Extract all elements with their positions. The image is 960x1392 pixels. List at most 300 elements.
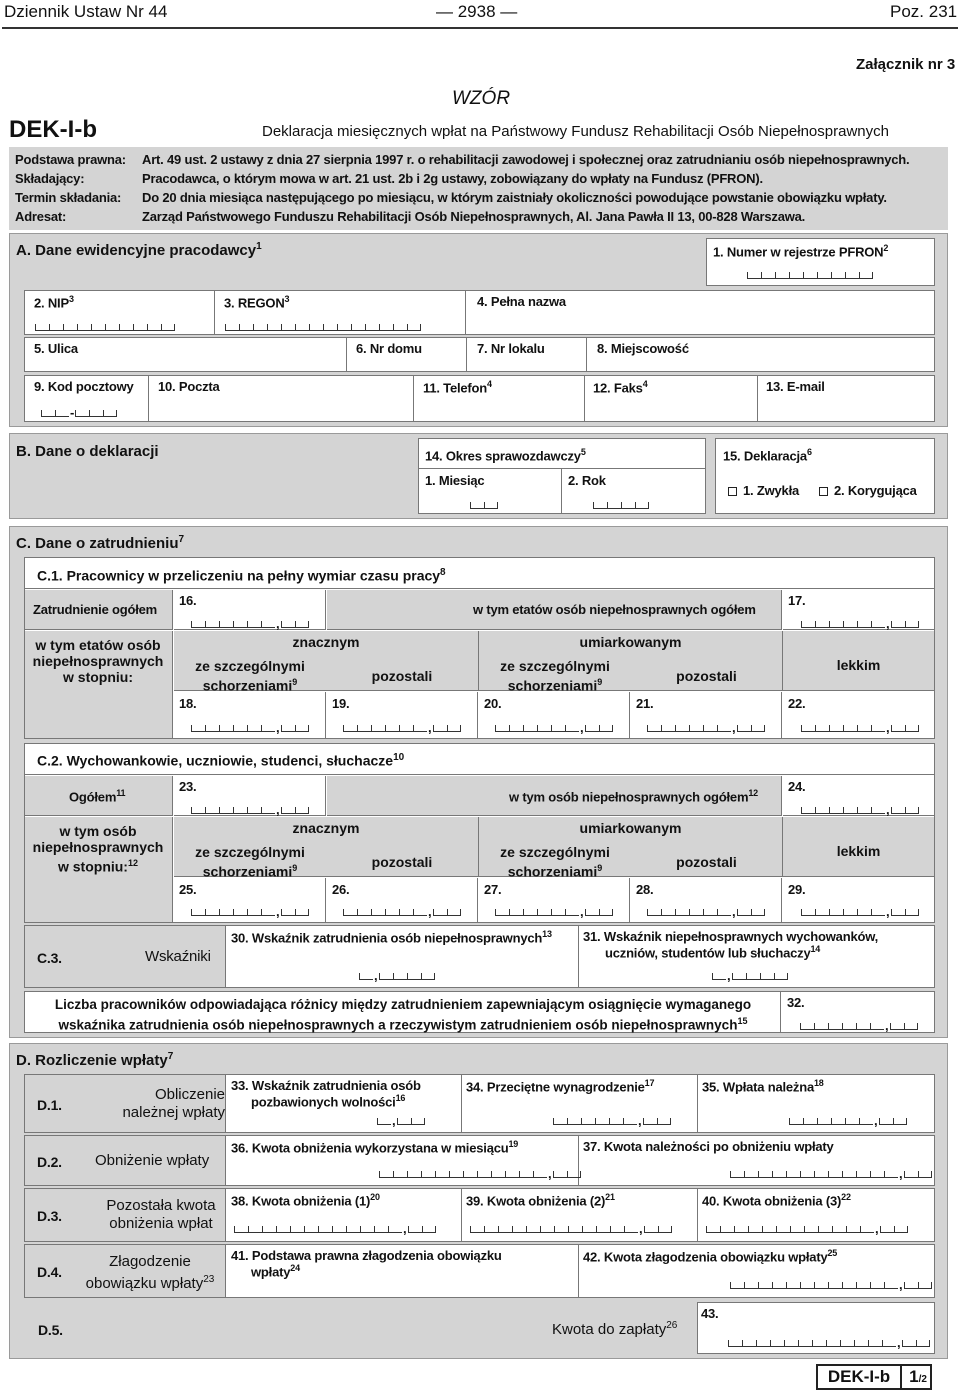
digit-box[interactable] [385,909,399,916]
digit-box[interactable] [309,324,323,331]
digit-box[interactable] [49,324,63,331]
digit-box[interactable] [470,1226,484,1233]
digit-box[interactable] [599,909,613,916]
digit-box[interactable] [703,909,717,916]
digit-box[interactable] [408,1226,422,1233]
digit-box[interactable] [751,909,765,916]
field-30[interactable]: 30. Wskaźnik zatrudnienia osób niepełnosprawnych$^{13}$ , [227,926,579,987]
digit-box[interactable] [918,1171,932,1178]
digit-box[interactable] [609,1118,623,1125]
digit-box[interactable] [565,909,579,916]
digit-box[interactable] [233,909,247,916]
combs[interactable] [593,499,649,509]
digit-box[interactable] [407,973,421,980]
digit-box[interactable] [842,1171,856,1178]
digit-box[interactable] [91,324,105,331]
digit-box[interactable] [737,725,751,732]
digit-box[interactable] [661,909,675,916]
digit-box[interactable] [89,410,103,417]
digit-box[interactable] [491,1171,505,1178]
digit-box[interactable] [857,909,871,916]
digit-box[interactable] [635,502,649,509]
digit-box[interactable] [904,1023,918,1030]
digit-box[interactable] [551,909,565,916]
field-10-post[interactable]: 10. Poczta [150,376,414,421]
digit-box[interactable] [843,807,857,814]
digit-box[interactable] [623,1118,637,1125]
field-23[interactable]: 23. , [174,776,326,816]
digit-box[interactable] [205,725,219,732]
digit-box[interactable] [770,1340,784,1347]
digit-box[interactable] [884,1171,898,1178]
digit-box[interactable] [842,1282,856,1289]
digit-box[interactable] [295,909,309,916]
digit-box[interactable] [332,1226,346,1233]
digit-box[interactable] [772,1171,786,1178]
digit-box[interactable] [267,324,281,331]
field-16[interactable]: 16. , [174,590,326,630]
digit-box[interactable] [818,1226,832,1233]
digit-box[interactable] [856,1282,870,1289]
digit-box[interactable] [831,1118,845,1125]
digit-box[interactable] [407,324,421,331]
digit-box[interactable] [772,1282,786,1289]
digit-box[interactable] [413,909,427,916]
field-11-phone[interactable]: 11. Telefon$^4$ [415,376,585,421]
digit-box[interactable] [374,1226,388,1233]
digit-box[interactable] [239,324,253,331]
field-18[interactable]: 18. , [174,692,326,738]
digit-box[interactable] [359,973,373,980]
option-correction[interactable]: 2. Korygująca [819,483,917,498]
digit-box[interactable] [379,324,393,331]
digit-box[interactable] [744,1171,758,1178]
digit-box[interactable] [346,1226,360,1233]
digit-box[interactable] [421,1171,435,1178]
digit-box[interactable] [871,909,885,916]
digit-box[interactable] [304,1226,318,1233]
digit-box[interactable] [219,909,233,916]
digit-box[interactable] [565,725,579,732]
field-20[interactable]: 20. , [479,692,630,738]
digit-box[interactable] [832,1226,846,1233]
digit-box[interactable] [761,272,775,279]
digit-box[interactable] [295,725,309,732]
digit-box[interactable] [742,1340,756,1347]
digit-box[interactable] [894,1226,908,1233]
digit-box[interactable] [891,725,905,732]
field-21[interactable]: 21. , [631,692,782,738]
digit-box[interactable] [817,1118,831,1125]
field-29[interactable]: 29. , [783,878,934,922]
digit-box[interactable] [801,807,815,814]
digit-box[interactable] [261,909,275,916]
digit-box[interactable] [800,1282,814,1289]
digit-box[interactable] [397,1118,411,1125]
field-13-email[interactable]: 13. E-mail [766,379,825,394]
digit-box[interactable] [751,725,765,732]
digit-box[interactable] [730,1282,744,1289]
field-4-name[interactable]: 4. Pełna nazwa [477,294,566,309]
digit-box[interactable] [433,725,447,732]
digit-box[interactable] [247,807,261,814]
digit-box[interactable] [829,909,843,916]
digit-box[interactable] [509,725,523,732]
digit-box[interactable] [233,807,247,814]
digit-box[interactable] [582,1226,596,1233]
digit-box[interactable] [647,909,661,916]
digit-box[interactable] [318,1226,332,1233]
digit-box[interactable] [233,725,247,732]
digit-box[interactable] [815,725,829,732]
digit-box[interactable] [295,807,309,814]
digit-box[interactable] [762,1226,776,1233]
digit-box[interactable] [537,725,551,732]
digit-box[interactable] [734,1226,748,1233]
digit-box[interactable] [585,909,599,916]
digit-box[interactable] [843,725,857,732]
field-28[interactable]: 28. , [631,878,782,922]
field-9-postcode[interactable]: 9. Kod pocztowy - [25,376,149,421]
digit-box[interactable] [413,725,427,732]
digit-box[interactable] [191,807,205,814]
digit-box[interactable] [365,324,379,331]
digit-box[interactable] [281,807,295,814]
digit-box[interactable] [523,725,537,732]
digit-box[interactable] [323,324,337,331]
digit-box[interactable] [675,909,689,916]
digit-box[interactable] [843,909,857,916]
digit-box[interactable] [147,324,161,331]
digit-box[interactable] [371,725,385,732]
digit-box[interactable] [828,1171,842,1178]
digit-box[interactable] [868,1340,882,1347]
digit-box[interactable] [905,725,919,732]
digit-box[interactable] [261,621,275,628]
digit-box[interactable] [533,1171,547,1178]
digit-box[interactable] [845,1118,859,1125]
digit-box[interactable] [758,1171,772,1178]
digit-box[interactable] [776,1226,790,1233]
digit-box[interactable] [55,410,69,417]
digit-box[interactable] [234,1226,248,1233]
digit-box[interactable] [828,1023,842,1030]
digit-box[interactable] [803,1118,817,1125]
digit-box[interactable] [717,725,731,732]
digit-box[interactable] [621,502,635,509]
digit-box[interactable] [281,725,295,732]
digit-box[interactable] [703,725,717,732]
digit-box[interactable] [276,1226,290,1233]
digit-box[interactable] [803,272,817,279]
digit-box[interactable] [554,1226,568,1233]
digit-box[interactable] [247,909,261,916]
digit-box[interactable] [281,909,295,916]
field-5-street[interactable]: 5. Ulica [25,338,347,371]
digit-box[interactable] [857,621,871,628]
field-12-fax[interactable]: 12. Faks$^4$ [586,376,758,421]
field-39[interactable]: 39. Kwota obniżenia $(2)^{21}$ , [463,1189,698,1241]
digit-box[interactable] [519,1171,533,1178]
digit-box[interactable] [553,1171,567,1178]
digit-box[interactable] [846,1226,860,1233]
digit-box[interactable] [831,272,845,279]
digit-box[interactable] [661,725,675,732]
digit-box[interactable] [879,1118,893,1125]
digit-box[interactable] [857,725,871,732]
field-33[interactable]: 33. Wskaźnik zatrudnienia osób pozbawionych wolności$^{16}$ , [227,1075,462,1132]
digit-box[interactable] [63,324,77,331]
digit-box[interactable] [219,621,233,628]
digit-box[interactable] [905,807,919,814]
digit-box[interactable] [854,1340,868,1347]
digit-box[interactable] [295,324,309,331]
digit-box[interactable] [119,324,133,331]
digit-box[interactable] [647,725,661,732]
digit-box[interactable] [870,1282,884,1289]
digit-box[interactable] [191,725,205,732]
digit-box[interactable] [567,1118,581,1125]
digit-box[interactable] [581,1118,595,1125]
digit-box[interactable] [774,973,788,980]
digit-box[interactable] [247,621,261,628]
digit-box[interactable] [253,324,267,331]
digit-box[interactable] [41,410,55,417]
digit-box[interactable] [880,1226,894,1233]
digit-box[interactable] [357,909,371,916]
digit-box[interactable] [103,410,117,417]
digit-box[interactable] [585,725,599,732]
digit-box[interactable] [447,725,461,732]
digit-box[interactable] [801,725,815,732]
digit-box[interactable] [644,1226,658,1233]
digit-box[interactable] [523,909,537,916]
digit-box[interactable] [596,1226,610,1233]
digit-box[interactable] [902,1340,916,1347]
digit-box[interactable] [360,1226,374,1233]
digit-box[interactable] [728,1340,742,1347]
digit-box[interactable] [801,909,815,916]
field-38[interactable]: 38. Kwota obniżenia $(1)^{20}$ , [227,1189,462,1241]
digit-box[interactable] [842,1023,856,1030]
digit-box[interactable] [815,807,829,814]
digit-box[interactable] [905,621,919,628]
digit-box[interactable] [537,909,551,916]
digit-box[interactable] [859,272,873,279]
digit-box[interactable] [843,621,857,628]
digit-box[interactable] [856,1023,870,1030]
field-32[interactable]: 32. , [782,992,934,1032]
field-8-city[interactable]: 8. Miejscowość [597,341,689,356]
digit-box[interactable] [191,909,205,916]
digit-box[interactable] [385,725,399,732]
option-regular[interactable]: 1. Zwykła [728,483,799,498]
digit-box[interactable] [407,1171,421,1178]
digit-box[interactable] [568,1226,582,1233]
digit-box[interactable] [916,1340,930,1347]
digit-box[interactable] [871,725,885,732]
field-17[interactable]: 17. , [783,590,934,630]
digit-box[interactable] [689,909,703,916]
digit-box[interactable] [161,324,175,331]
digit-box[interactable] [756,1340,770,1347]
digit-box[interactable] [399,725,413,732]
digit-box[interactable] [643,1118,657,1125]
digit-box[interactable] [247,725,261,732]
digit-box[interactable] [812,1340,826,1347]
digit-box[interactable] [393,1171,407,1178]
digit-box[interactable] [789,272,803,279]
digit-box[interactable] [657,1118,671,1125]
digit-box[interactable] [393,324,407,331]
digit-box[interactable] [343,909,357,916]
digit-box[interactable] [905,909,919,916]
field-37[interactable]: 37. Kwota należności po obniżeniu wpłaty , [580,1136,934,1185]
digit-box[interactable] [498,1226,512,1233]
digit-box[interactable] [553,1118,567,1125]
digit-box[interactable] [77,324,91,331]
digit-box[interactable] [893,1118,907,1125]
digit-box[interactable] [798,1340,812,1347]
digit-box[interactable] [871,807,885,814]
field-26[interactable]: 26. , [327,878,478,922]
digit-box[interactable] [281,324,295,331]
field-40[interactable]: 40. Kwota obniżenia $(3)^{22}$ , [699,1189,934,1241]
field-27[interactable]: 27. , [479,878,630,922]
digit-box[interactable] [105,324,119,331]
digit-box[interactable] [343,725,357,732]
digit-box[interactable] [399,909,413,916]
digit-box[interactable] [840,1340,854,1347]
digit-box[interactable] [720,1226,734,1233]
digit-box[interactable] [804,1226,818,1233]
digit-box[interactable] [484,502,498,509]
digit-box[interactable] [205,807,219,814]
digit-box[interactable] [422,1226,436,1233]
digit-box[interactable] [205,909,219,916]
digit-box[interactable] [379,1171,393,1178]
digit-box[interactable] [706,1226,720,1233]
checkbox-icon[interactable] [728,487,737,496]
field-35[interactable]: 35. Wpłata należna$^{18}$ , [699,1075,934,1132]
digit-box[interactable] [219,807,233,814]
digit-box[interactable] [891,807,905,814]
field-7-apartment[interactable]: 7. Nr lokalu [468,338,587,371]
digit-box[interactable] [730,1171,744,1178]
field-25[interactable]: 25. , [174,878,326,922]
digit-box[interactable] [248,1226,262,1233]
digit-box[interactable] [435,1171,449,1178]
digit-box[interactable] [281,621,295,628]
digit-box[interactable] [610,1226,624,1233]
digit-box[interactable] [526,1226,540,1233]
combs[interactable] [470,499,498,509]
digit-box[interactable] [261,807,275,814]
digit-box[interactable] [814,1171,828,1178]
digit-box[interactable] [595,1118,609,1125]
field-19[interactable]: 19. , [327,692,478,738]
digit-box[interactable] [826,1340,840,1347]
digit-box[interactable] [801,621,815,628]
digit-box[interactable] [393,973,407,980]
digit-box[interactable] [918,1282,932,1289]
digit-box[interactable] [495,725,509,732]
digit-box[interactable] [484,1226,498,1233]
digit-box[interactable] [567,1171,581,1178]
digit-box[interactable] [388,1226,402,1233]
digit-box[interactable] [351,324,365,331]
digit-box[interactable] [495,909,509,916]
field-1-pfron[interactable]: 1. Numer w rejestrze PFRON$^2$ [706,238,935,286]
digit-box[interactable] [891,909,905,916]
digit-box[interactable] [882,1340,896,1347]
digit-box[interactable] [800,1171,814,1178]
digit-box[interactable] [815,621,829,628]
digit-box[interactable] [760,973,774,980]
digit-box[interactable] [593,502,607,509]
checkbox-icon[interactable] [819,487,828,496]
digit-box[interactable] [800,1023,814,1030]
digit-box[interactable] [449,1171,463,1178]
digit-box[interactable] [829,807,843,814]
digit-box[interactable] [512,1226,526,1233]
digit-box[interactable] [379,973,393,980]
field-2-nip[interactable]: 2. NIP$^3$ [25,291,215,334]
digit-box[interactable] [815,909,829,916]
digit-box[interactable] [377,1118,391,1125]
digit-box[interactable] [744,1282,758,1289]
digit-box[interactable] [857,807,871,814]
digit-box[interactable] [421,973,435,980]
digit-box[interactable] [871,621,885,628]
digit-box[interactable] [290,1226,304,1233]
field-31[interactable]: 31. Wskaźnik niepełnosprawnych wychowanków, uczniów, studentów lub słuchaczy$^{14}$ , [583,929,879,983]
field-41[interactable]: 41. Podstawa prawna złagodzenia obowiązku wpłaty$^{24}$ [227,1245,579,1297]
digit-box[interactable] [675,725,689,732]
digit-box[interactable] [828,1282,842,1289]
digit-box[interactable] [607,502,621,509]
digit-box[interactable] [860,1226,874,1233]
digit-box[interactable] [540,1226,554,1233]
digit-box[interactable] [75,410,89,417]
digit-box[interactable] [789,1118,803,1125]
digit-box[interactable] [433,909,447,916]
digit-box[interactable] [829,621,843,628]
digit-box[interactable] [717,909,731,916]
digit-box[interactable] [219,725,233,732]
field-42[interactable]: 42. Kwota złagodzenia obowiązku wpłaty$^{25}$ , [580,1245,934,1297]
digit-box[interactable] [856,1171,870,1178]
digit-box[interactable] [746,973,760,980]
digit-box[interactable] [891,621,905,628]
digit-box[interactable] [261,725,275,732]
digit-box[interactable] [712,973,726,980]
digit-box[interactable] [870,1023,884,1030]
field-6-house[interactable]: 6. Nr domu [348,338,467,371]
digit-box[interactable] [814,1023,828,1030]
digit-box[interactable] [509,909,523,916]
digit-box[interactable] [845,272,859,279]
digit-box[interactable] [337,324,351,331]
digit-box[interactable] [748,1226,762,1233]
digit-box[interactable] [817,272,831,279]
field-34[interactable]: 34. Przeciętne wynagrodzenie$^{17}$ , [463,1075,698,1132]
digit-box[interactable] [829,725,843,732]
digit-box[interactable] [732,973,746,980]
field-3-regon[interactable]: 3. REGON$^3$ [216,291,466,334]
digit-box[interactable] [191,621,205,628]
digit-box[interactable] [357,725,371,732]
